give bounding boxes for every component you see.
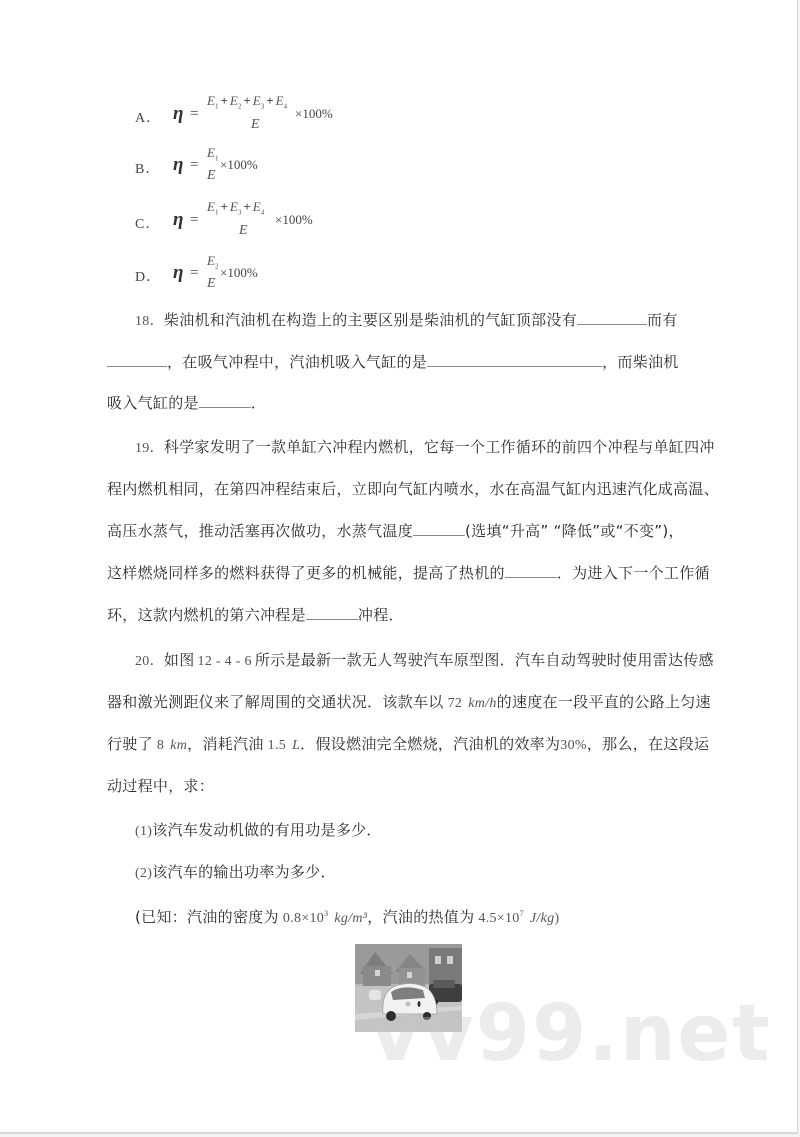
answer-blank[interactable] xyxy=(107,352,167,367)
q20-text: ，那么，在这段运 xyxy=(586,735,710,753)
density-unit: kg/m³ xyxy=(334,911,368,926)
q20-text: ．假设燃油完全燃烧，汽油机的效率为 xyxy=(300,735,561,753)
equals-sign: = xyxy=(190,212,199,228)
q20-known-values xyxy=(135,904,559,929)
q18-line-3 xyxy=(107,393,266,413)
fraction-denominator: E xyxy=(207,168,216,183)
q19-text: 环，这款内燃机的第六冲程是 xyxy=(107,606,306,624)
option-d xyxy=(135,253,335,299)
subquestion-number: (1) xyxy=(135,824,153,839)
multiplier: ×100% xyxy=(275,212,313,227)
efficiency-value: 30% xyxy=(560,738,587,753)
heat-value: 4.5×10 xyxy=(478,911,520,926)
q19-text: 高压水蒸气，推动活塞再次做功，水蒸气温度 xyxy=(107,522,414,540)
known-text: ) xyxy=(554,911,560,926)
heat-exponent: 7 xyxy=(519,909,524,918)
q18-text: 柴油机和汽油机在构造上的主要区别是柴油机的气缸顶部没有 xyxy=(163,311,578,329)
question-number: 18． xyxy=(135,314,164,329)
option-label: D． xyxy=(135,270,162,285)
fraction-denominator: E xyxy=(207,276,216,291)
fraction-denominator: E xyxy=(251,117,260,132)
density-exponent: 3 xyxy=(324,909,329,918)
multiplier: ×100% xyxy=(295,106,333,121)
q18-line-1 xyxy=(135,310,678,332)
q20-subquestion-2 xyxy=(135,862,336,884)
q19-text: 这样燃烧同样多的燃料获得了更多的机械能，提高了热机的 xyxy=(107,564,505,582)
q19-line-5 xyxy=(107,605,404,625)
q19-line-1 xyxy=(135,437,715,459)
eta-symbol: η xyxy=(173,103,184,124)
answer-blank[interactable] xyxy=(199,393,251,408)
option-label: B． xyxy=(135,162,161,177)
density-value: 0.8×10 xyxy=(282,911,325,926)
option-label: C． xyxy=(135,217,161,232)
speed-value: 72 xyxy=(447,696,463,711)
answer-blank[interactable] xyxy=(505,563,557,578)
eta-symbol: η xyxy=(173,209,184,230)
q19-line-3 xyxy=(107,521,684,541)
fuel-unit: L xyxy=(292,738,301,753)
answer-blank[interactable] xyxy=(306,605,358,620)
question-number: 19． xyxy=(135,441,164,456)
eta-symbol: η xyxy=(173,262,184,283)
q20-text: 行驶了 xyxy=(107,735,153,753)
fraction-numerator: $E_1 + E_2 + E_3 + E_4$ xyxy=(207,93,288,111)
equals-sign: = xyxy=(190,106,199,122)
fraction-denominator: E xyxy=(239,223,248,238)
option-label: A． xyxy=(135,111,162,126)
q20-line-2 xyxy=(107,692,711,714)
speed-unit: km/h xyxy=(468,696,497,711)
q19-line-4 xyxy=(107,563,710,583)
known-text: ，汽油的热值为 xyxy=(367,908,475,926)
q19-text: ．为进入下一个工作循 xyxy=(556,564,710,582)
q20-subquestion-1 xyxy=(135,820,382,842)
fraction-numerator: $E_1 + E_3 + E_4$ xyxy=(207,199,265,217)
option-c xyxy=(135,199,335,245)
subquestion-number: (2) xyxy=(135,866,153,881)
q19-text: 冲程． xyxy=(357,606,404,624)
option-a xyxy=(135,93,335,139)
multiplier: ×100% xyxy=(220,265,258,280)
distance-value: 8 xyxy=(156,738,165,753)
q18-text: 吸入气缸的是 xyxy=(107,394,199,412)
q20-text: 所示是最新一款无人驾驶汽车原型图．汽车自动驾驶时使用雷达传感 xyxy=(254,651,714,669)
q20-text: 器和激光测距仪来了解周围的交通状况．该款车以 xyxy=(107,693,444,711)
q20-text: 动过程中，求： xyxy=(107,777,215,795)
q19-text: (选填“升高” “降低”或“不变”)， xyxy=(465,522,684,540)
q18-text: 而有 xyxy=(647,311,678,329)
distance-unit: km xyxy=(170,738,188,753)
q19-line-2 xyxy=(107,479,719,499)
q20-line-1 xyxy=(135,650,714,672)
equals-sign: = xyxy=(190,265,199,281)
question-number: 20． xyxy=(135,654,164,669)
q18-text: ． xyxy=(250,394,267,412)
q18-text: ，而柴油机 xyxy=(602,353,679,371)
figure-reference: 12 - 4 - 6 xyxy=(197,654,252,669)
multiplier: ×100% xyxy=(220,157,258,172)
subquestion-text: 该汽车发动机做的有用功是多少． xyxy=(152,821,382,839)
q19-text: 程内燃机相同，在第四冲程结束后，立即向气缸内喷水，水在高温气缸内迅速汽化成高温、 xyxy=(107,480,720,498)
fuel-value: 1.5 xyxy=(267,738,287,753)
eta-symbol: η xyxy=(173,154,184,175)
watermark: vv99.net xyxy=(370,989,772,1079)
answer-blank[interactable] xyxy=(427,352,602,367)
q20-text: 如图 xyxy=(163,651,195,669)
answer-blank[interactable] xyxy=(577,310,647,325)
known-text: (已知：汽油的密度为 xyxy=(135,908,279,926)
fraction-numerator: $E_1$ xyxy=(207,145,219,163)
q20-text: ，消耗汽油 xyxy=(187,735,264,753)
q18-text: ，在吸气冲程中，汽油机吸入气缸的是 xyxy=(167,353,428,371)
q20-line-4 xyxy=(107,776,214,796)
q20-text: 的速度在一段平直的公路上匀速 xyxy=(496,693,711,711)
answer-blank[interactable] xyxy=(413,521,465,536)
heat-unit: J/kg xyxy=(529,911,555,926)
fraction-numerator: $E_2$ xyxy=(207,253,219,271)
option-b xyxy=(135,145,335,190)
q19-text: 科学家发明了一款单缸六冲程内燃机，它每一个工作循环的前四个冲程与单缸四冲 xyxy=(163,438,715,456)
equals-sign: = xyxy=(190,157,199,173)
q18-line-2 xyxy=(107,352,679,372)
subquestion-text: 该汽车的输出功率为多少． xyxy=(152,863,336,881)
q20-line-3 xyxy=(107,734,709,756)
